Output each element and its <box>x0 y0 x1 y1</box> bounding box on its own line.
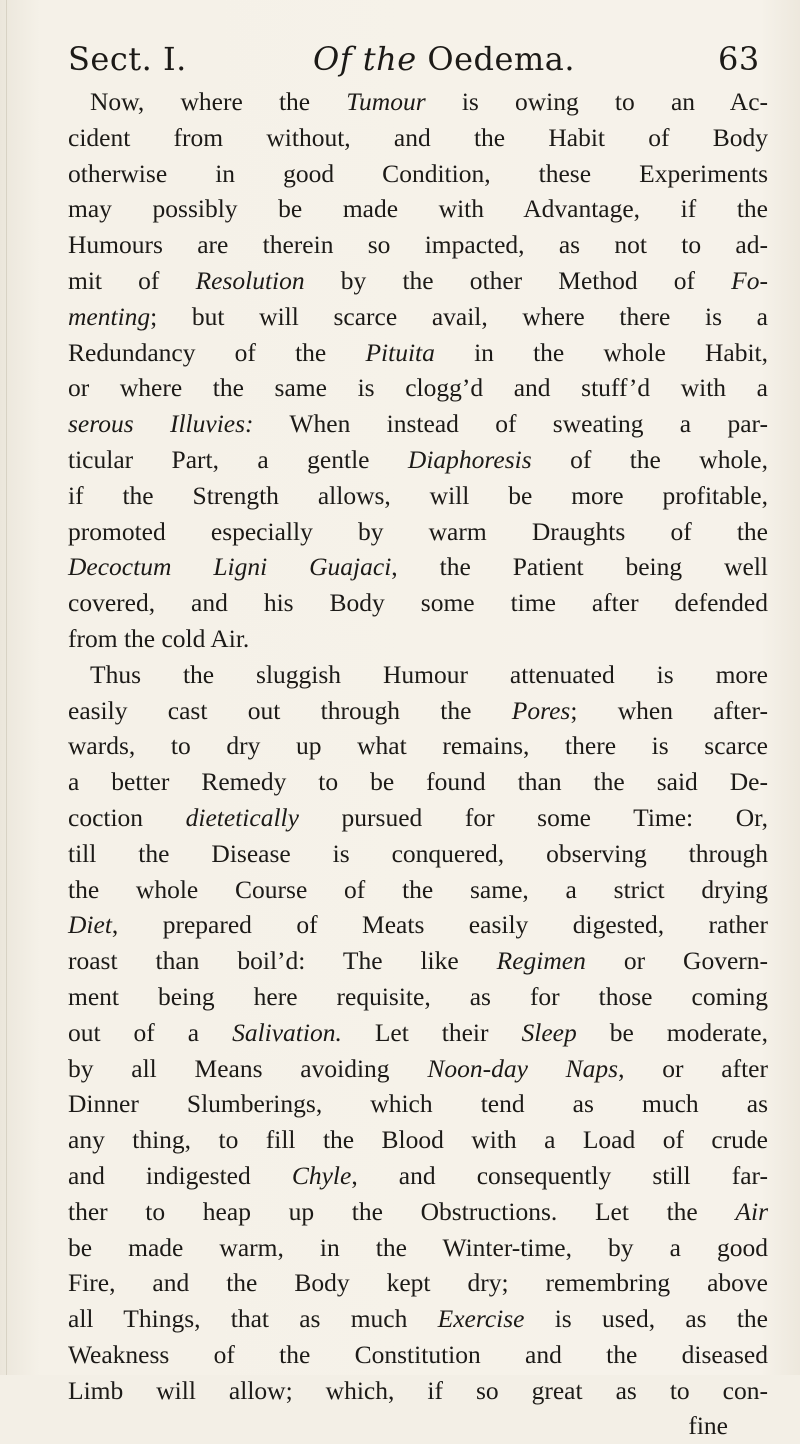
text-segment: , the Patient being well <box>391 552 768 582</box>
italic-segment: Diaphoresis <box>407 444 532 474</box>
text-segment: ment being here requisite, as for those coming <box>68 981 768 1011</box>
text-line <box>68 907 768 943</box>
text-line <box>68 943 768 979</box>
text-segment: covered, and his Body some time after defended <box>68 588 768 618</box>
text-segment: any thing, to fill the Blood with a Load of crude <box>68 1125 768 1155</box>
text-segment: wards, to dry up what remains, there is scarce <box>68 731 768 761</box>
text-line <box>68 585 768 621</box>
italic-segment: Air <box>735 1196 768 1226</box>
text-segment: Now, where the <box>90 87 347 116</box>
italic-segment: menting <box>68 301 151 331</box>
text-segment: cident from without, and the Habit of Body <box>68 122 768 152</box>
text-segment: ticular Part, a gentle <box>68 444 408 474</box>
italic-segment: Tumour <box>346 87 426 116</box>
text-line <box>68 836 768 872</box>
text-line <box>68 1122 768 1158</box>
text-segment: is used, as the <box>524 1304 768 1334</box>
text-segment: be made warm, in the Winter-time, by a good <box>68 1232 768 1262</box>
text-segment: Thus the sluggish Humour attenuated is more <box>90 659 768 689</box>
text-segment: , prepared of Meats easily digested, rather <box>111 910 768 940</box>
text-line <box>68 693 768 729</box>
italic-segment: Fo- <box>731 265 768 295</box>
italic-segment: Regimen <box>496 946 586 976</box>
text-line <box>68 872 768 908</box>
text-segment: by the other Method of <box>304 265 732 295</box>
italic-segment: dietetically <box>185 802 299 832</box>
text-segment: ; when after- <box>570 695 768 725</box>
body-text <box>68 84 768 1444</box>
text-segment: if the Strength allows, will be more profitable, <box>68 480 768 510</box>
text-segment: is owing to an Ac- <box>425 87 769 116</box>
page-number: 63 <box>718 40 760 78</box>
italic-segment: Salivation. <box>232 1017 342 1047</box>
text-segment: pursued for some Time: Or, <box>298 802 768 832</box>
text-line <box>68 1230 768 1266</box>
italic-segment: serous Illuvies: <box>68 409 254 439</box>
text-segment: When instead of sweating a par- <box>253 409 768 439</box>
text-segment: ; but will scarce avail, where there is a <box>150 301 768 331</box>
text-segment: Let their <box>341 1017 522 1047</box>
text-line <box>68 335 768 371</box>
italic-segment: Pores <box>511 695 571 725</box>
text-segment: Weakness of the Constitution and the diseased <box>68 1339 768 1369</box>
text-line <box>68 263 768 299</box>
text-segment: easily cast out through the <box>68 695 512 725</box>
italic-segment: Chyle <box>291 1160 352 1190</box>
italic-segment: Resolution <box>195 265 305 295</box>
text-line <box>68 1086 768 1122</box>
chapter-title-rest: Oedema. <box>427 40 576 78</box>
text-segment: coction <box>68 802 186 832</box>
text-line <box>68 1337 768 1373</box>
text-line <box>68 1051 768 1087</box>
text-segment: in the whole Habit, <box>434 337 768 367</box>
text-segment: , or after <box>618 1053 768 1083</box>
text-line <box>68 1194 768 1230</box>
text-line <box>68 156 768 192</box>
text-line <box>68 406 768 442</box>
text-segment: out of a <box>68 1017 233 1047</box>
text-line <box>68 1015 768 1051</box>
text-segment: roast than boil’d: The like <box>68 946 497 976</box>
text-line <box>68 84 768 120</box>
page-gutter-edge <box>6 0 7 1375</box>
text-line <box>68 442 768 478</box>
text-line <box>68 1373 768 1409</box>
text-segment: promoted especially by warm Draughts of the <box>68 516 768 546</box>
text-segment: Limb will allow; which, if so great as to con- <box>68 1375 768 1405</box>
text-line <box>68 1301 768 1337</box>
text-line <box>68 191 768 227</box>
section-label: Sect. I. <box>68 40 187 78</box>
italic-segment: Exercise <box>437 1304 525 1334</box>
text-line <box>68 1158 768 1194</box>
text-segment: may possibly be made with Advantage, if the <box>68 194 768 224</box>
italic-segment: Pituita <box>365 337 435 367</box>
text-segment: the whole Course of the same, a strict drying <box>68 874 768 904</box>
text-segment: be moderate, <box>576 1017 768 1047</box>
text-segment: Fire, and the Body kept dry; remembring above <box>68 1268 768 1298</box>
text-segment: Redundancy of the <box>68 337 366 367</box>
text-segment: otherwise in good Condition, these Experiments <box>68 158 768 188</box>
catchword: fine <box>688 1411 728 1441</box>
text-line <box>68 299 768 335</box>
italic-segment: Diet <box>68 910 112 940</box>
chapter-title-italic: Of the <box>313 40 417 78</box>
text-segment: all Things, that as much <box>68 1304 438 1334</box>
text-segment: of the whole, <box>531 444 768 474</box>
text-segment: Dinner Slumberings, which tend as much as <box>68 1089 768 1119</box>
text-segment: , and consequently still far- <box>351 1160 768 1190</box>
text-line <box>68 728 768 764</box>
text-segment: by all Means avoiding <box>68 1053 428 1083</box>
chapter-title <box>313 40 575 78</box>
text-line <box>68 979 768 1015</box>
text-line <box>68 549 768 585</box>
text-line <box>68 514 768 550</box>
text-segment: Humours are therein so impacted, as not to ad- <box>68 230 768 260</box>
text-segment: mit of <box>68 265 196 295</box>
text-segment: ther to heap up the Obstructions. Let the <box>68 1196 736 1226</box>
italic-segment: Decoctum Ligni Guajaci <box>68 552 392 582</box>
text-line <box>68 657 768 693</box>
text-line <box>68 800 768 836</box>
text-segment: a better Remedy to be found than the said De- <box>68 767 768 797</box>
text-segment: from the cold Air. <box>68 623 250 653</box>
text-line <box>68 1265 768 1301</box>
italic-segment: Sleep <box>521 1017 577 1047</box>
text-segment: or where the same is clogg’d and stuff’d with a <box>68 373 768 403</box>
text-line <box>68 370 768 406</box>
text-line <box>68 764 768 800</box>
text-segment: or Govern- <box>585 946 768 976</box>
text-line <box>68 120 768 156</box>
text-segment: till the Disease is conquered, observing through <box>68 838 768 868</box>
italic-segment: Noon-day Naps <box>427 1053 619 1083</box>
text-line <box>68 227 768 263</box>
text-line <box>68 478 768 514</box>
text-line <box>68 621 768 657</box>
text-segment: and indigested <box>68 1160 292 1190</box>
